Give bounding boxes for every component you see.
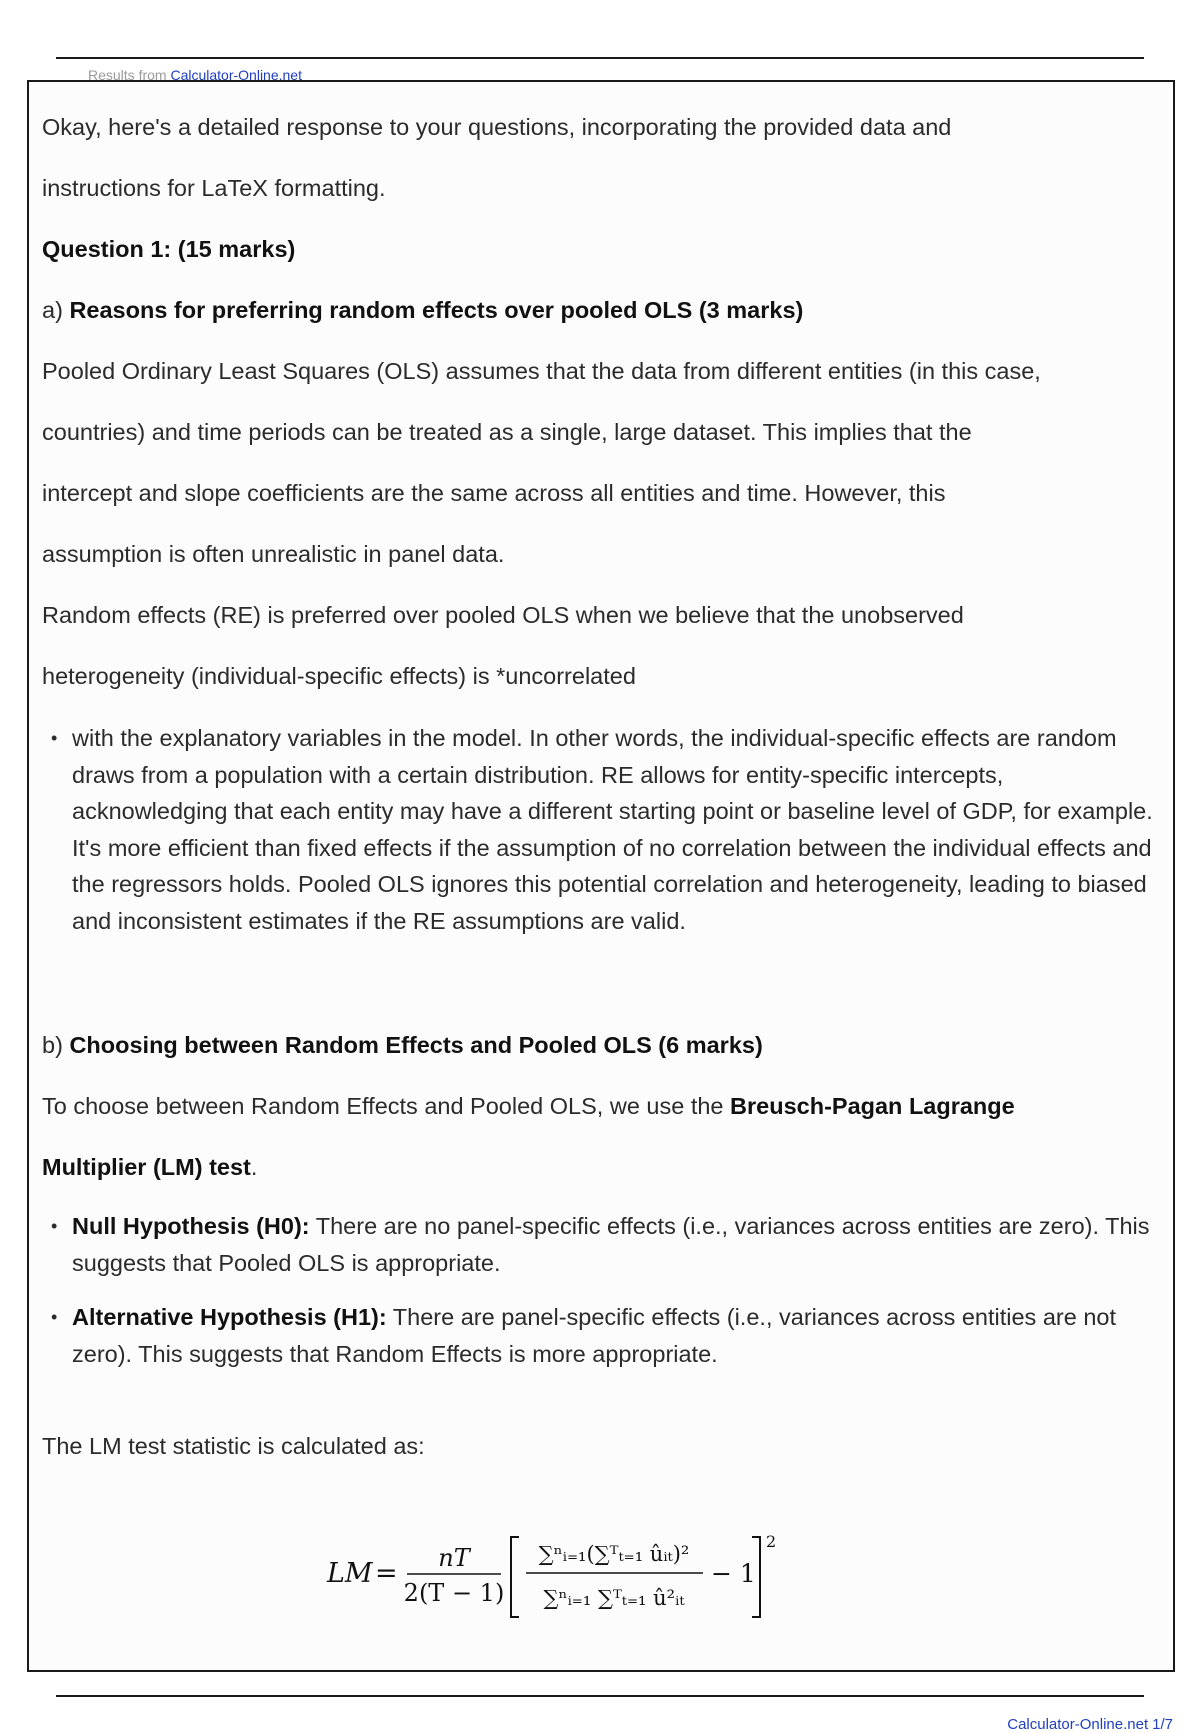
test-name-line-2: Multiplier (LM) test	[42, 1154, 251, 1180]
source-prefix: Results from	[88, 68, 171, 80]
part-b-title: Choosing between Random Effects and Pooled OLS (6 marks)	[69, 1032, 763, 1058]
source-link[interactable]: Calculator-Online.net	[170, 68, 302, 80]
part-b-intro-line-2	[42, 1137, 1162, 1198]
part-a-bullet-text: with the explanatory variables in the model. In other words, the individual-specific effects are random draws from a population with a certain distribution. RE allows for entity-specific intercepts, acknowledging that each entity may have a different starting point or baseline level of GDP, for example. It's more efficient than fixed effects if the assumption of no correlation between the individual effects and the regressors holds. Pooled OLS ignores this potential correlation and heterogeneity, leading to biased and inconsistent estimates if the RE assumptions are valid.	[72, 725, 1153, 934]
bottom-rule	[56, 1695, 1144, 1697]
part-a-heading	[42, 280, 1162, 341]
hypotheses-list	[42, 1208, 1162, 1372]
source-line	[88, 68, 302, 80]
question-1-heading	[42, 219, 1162, 280]
lm-intro: The LM test statistic is calculated as:	[42, 1433, 425, 1459]
formula-lhs: LM	[327, 1558, 373, 1589]
lm-formula-svg	[29, 1527, 1173, 1637]
top-rule	[56, 57, 1144, 59]
list-item	[42, 1208, 1162, 1281]
bullet-dot-icon: •	[51, 728, 58, 748]
part-b-intro-prefix: To choose between Random Effects and Pooled OLS, we use the	[42, 1093, 731, 1119]
footer-site: Calculator-Online.net	[1007, 1716, 1149, 1733]
page-content	[42, 82, 1162, 1477]
list-item	[42, 720, 1162, 939]
test-name-line-1: Breusch-Pagan Lagrange	[730, 1093, 1015, 1119]
formula-equals: =	[375, 1558, 398, 1589]
part-b-intro-line-1	[42, 1076, 1162, 1137]
footer-page-number: 1/7	[1152, 1716, 1173, 1733]
part-a-para1-line-4: assumption is often unrealistic in panel data.	[42, 541, 505, 567]
null-hypothesis-text: There are no panel-specific effects (i.e., variances across entities are zero). This suggests that Pooled OLS is appropriate.	[72, 1213, 1150, 1276]
question-1-title: Question 1: (15 marks)	[42, 236, 296, 262]
formula-left-bracket	[511, 1537, 519, 1617]
bullet-dot-icon: •	[51, 1307, 58, 1327]
part-b-intro-suffix: .	[250, 1154, 258, 1180]
formula-exponent: 2	[766, 1532, 777, 1551]
page-footer	[1003, 1716, 1173, 1733]
alt-hypothesis-text: There are panel-specific effects (i.e., variances across entities are not zero). This suggests that Random Effects is more appropriate.	[72, 1304, 1116, 1367]
alt-hypothesis-label: Alternative Hypothesis (H1):	[72, 1304, 387, 1330]
part-a-para1-line-1: Pooled Ordinary Least Squares (OLS) assumes that the data from different entities (in this case,	[42, 358, 1041, 384]
part-b-prefix: b)	[42, 1032, 70, 1058]
formula-sum-num: ∑ⁿᵢ₌₁(∑ᵀₜ₌₁ ûᵢₜ)²	[538, 1542, 690, 1566]
lm-formula	[29, 1527, 1173, 1641]
part-b-heading	[42, 1015, 1162, 1076]
bullet-dot-icon: •	[51, 1216, 58, 1236]
intro-line-1: Okay, here's a detailed response to your questions, incorporating the provided data and	[42, 114, 952, 140]
formula-sum-den: ∑ⁿᵢ₌₁ ∑ᵀₜ₌₁ û²ᵢₜ	[543, 1586, 685, 1610]
document-page	[27, 80, 1175, 1733]
part-a-bullet-list	[42, 720, 1162, 939]
part-a-para1-line-2: countries) and time periods can be treated as a single, large dataset. This implies that the	[42, 419, 972, 445]
formula-frac-num: nT	[438, 1544, 470, 1572]
formula-frac-den: 2(T − 1)	[403, 1579, 505, 1607]
null-hypothesis-label: Null Hypothesis (H0):	[72, 1213, 310, 1239]
part-a-title: Reasons for preferring random effects over pooled OLS (3 marks)	[69, 297, 804, 323]
part-a-prefix: a)	[42, 297, 70, 323]
part-a-para2-line-2: heterogeneity (individual-specific effects) is *uncorrelated	[42, 663, 636, 689]
part-a-para1-line-3: intercept and slope coefficients are the same across all entities and time. However, this	[42, 480, 946, 506]
intro-line-2: instructions for LaTeX formatting.	[42, 175, 386, 201]
formula-minus-one: − 1	[711, 1559, 756, 1588]
list-item	[42, 1299, 1162, 1372]
part-a-para2-line-1: Random effects (RE) is preferred over pooled OLS when we believe that the unobserved	[42, 602, 964, 628]
